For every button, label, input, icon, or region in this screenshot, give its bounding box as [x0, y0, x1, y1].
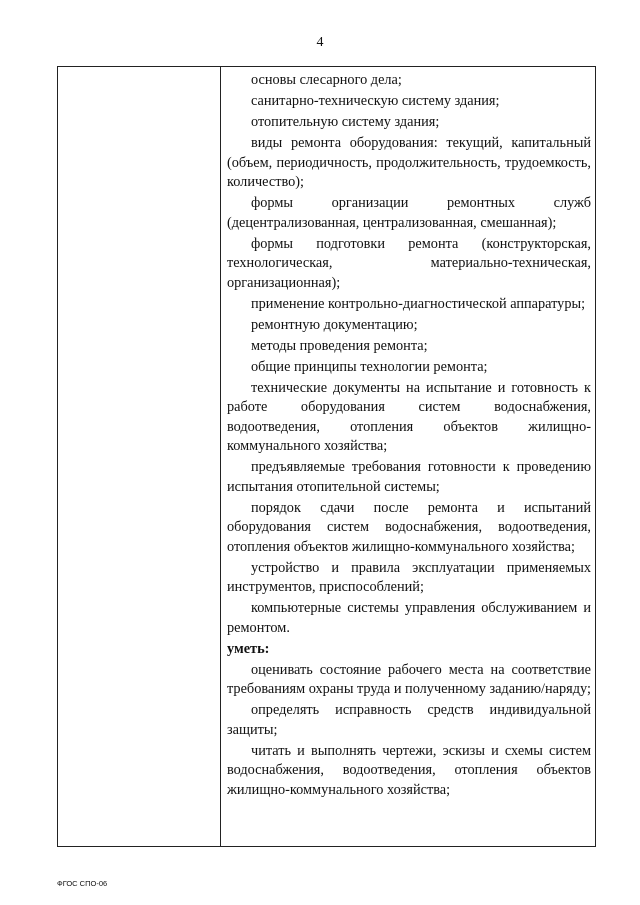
list-item: устройство и правила эксплуатации применяемых инструментов, приспособлений; — [227, 559, 591, 595]
list-item: методы проведения ремонта; — [251, 337, 428, 354]
section-heading-skills: уметь: — [227, 640, 270, 657]
table-right-cell — [221, 67, 595, 846]
list-item: виды ремонта оборудования: текущий, капитальный (объем, периодичность, продолжительность, трудоемкость, количество); — [227, 135, 591, 190]
list-item: читать и выполнять чертежи, эскизы и схемы систем водоснабжения, водоотведения, отопления объектов жилищно-коммунального хозяйства; — [227, 742, 591, 798]
list-item: общие принципы технологии ремонта; — [251, 358, 488, 375]
content-table — [57, 66, 596, 847]
list-item: формы организации ремонтных служб (децентрализованная, централизованная, смешанная); — [227, 195, 591, 231]
list-item: технические документы на испытание и готовность к работе оборудования систем водоснабжения, водоотведения, отопления объектов жилищно-коммунального хозяйства; — [227, 379, 591, 454]
footer-label: ФГОС СПО-06 — [57, 879, 108, 888]
list-item: порядок сдачи после ремонта и испытаний оборудования систем водоснабжения, водоотведения, отопления объектов жилищно-коммунального хозяйства; — [227, 499, 591, 555]
list-item: предъявляемые требования готовности к проведению испытания отопительной системы; — [227, 459, 591, 495]
list-item: санитарно-техническую систему здания; — [251, 93, 500, 109]
table-left-cell — [58, 67, 221, 846]
page-number: 4 — [316, 35, 324, 50]
list-item: основы слесарного дела; — [251, 72, 402, 88]
list-item: формы подготовки ремонта (конструкторская, технологическая, материально-техническая, организационная); — [227, 235, 591, 291]
list-item: ремонтную документацию; — [251, 316, 418, 333]
list-item: оценивать состояние рабочего места на соответствие требованиям охраны труда и полученному заданию/наряду; — [227, 661, 591, 697]
list-item: компьютерные системы управления обслуживанием и ремонтом. — [227, 600, 591, 636]
list-item: отопительную систему здания; — [251, 114, 440, 130]
list-item: определять исправность средств индивидуальной защиты; — [227, 702, 591, 738]
list-item: применение контрольно-диагностической аппаратуры; — [251, 295, 586, 312]
